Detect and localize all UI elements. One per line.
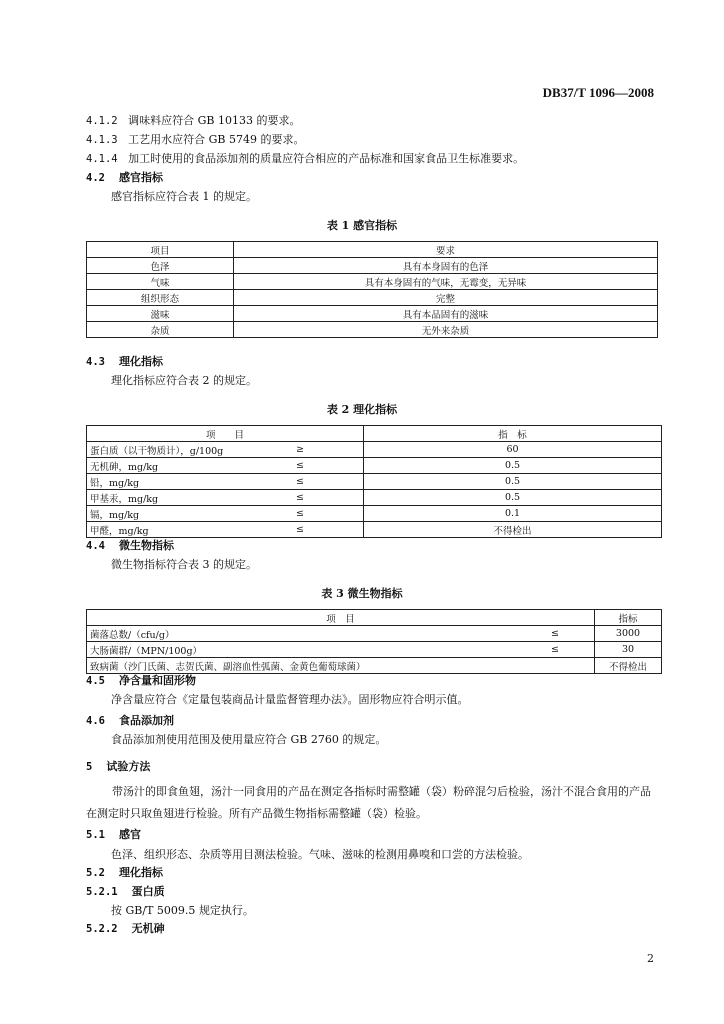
section-title: 蛋白质 [131,885,165,898]
net-content-paragraph: 净含量应符合《定量包装商品计量监督管理办法》。固形物应符合明示值。 [111,693,469,706]
clause-text: 工艺用水应符合 GB 5749 的要求。 [128,133,305,146]
table-row [87,506,662,522]
section-number: 4.2 [86,172,105,184]
table-cell: 0.5 [364,458,662,474]
table-row [87,522,662,538]
table-cell: 致病菌（沙门氏菌、志贺氏菌、副溶血性弧菌、金黄色葡萄球菌） [87,658,549,674]
section-number: 4.5 [86,675,105,687]
section-number: 4.3 [86,356,105,368]
section-4-2-heading [86,169,163,185]
standard-number: DB37/T 1096—2008 [542,85,654,100]
table-cell: 无机砷，mg/kg [87,458,294,474]
clause-number: 4.1.2 [86,115,118,127]
table-cell: 组织形态 [87,290,234,306]
table-row [87,322,658,338]
table-header-row [87,610,662,626]
table-row [87,642,662,658]
section-number: 5.1 [86,829,105,841]
section-5-heading [86,758,150,774]
table-3-caption: 表 3 微生物指标 [321,587,403,600]
table-header-row [87,426,662,442]
header-cell: 要求 [234,242,658,258]
comparator-cell: ≤ [293,458,364,474]
table-cell: 蛋白质（以干物质计），g/100g [87,442,294,458]
comparator-cell: ≤ [293,474,364,490]
table-row [87,442,662,458]
clause-number: 4.1.3 [86,134,118,146]
table-cell: 滋味 [87,306,234,322]
table-cell: 甲醛，mg/kg [87,522,294,538]
table-cell: 色泽 [87,258,234,274]
section-title: 感官指标 [118,171,163,184]
table-cell: 具有本身固有的色泽 [234,258,658,274]
table-3-micro [86,609,662,674]
table-cell: 具有本品固有的滋味 [234,306,658,322]
section-title: 微生物指标 [118,539,174,552]
section-title: 感官 [118,828,141,841]
section-title: 无机砷 [131,922,165,935]
sensory-paragraph: 感官指标应符合表 1 的规定。 [111,190,257,203]
header-cell: 项目 [87,242,234,258]
section-title: 理化指标 [118,355,163,368]
comparator-cell: ≤ [293,490,364,506]
table-cell: 完整 [234,290,658,306]
clause-4-1-3 [86,131,304,147]
table-2-caption: 表 2 理化指标 [326,403,398,416]
table-row [87,258,658,274]
section-number: 5.2 [86,867,105,879]
table-cell: 杂质 [87,322,234,338]
table-cell: 不得检出 [595,658,662,674]
header-cell: 指标 [595,610,662,626]
section-5-2-1-heading [86,883,165,899]
header-cell: 项 目 [87,610,595,626]
micro-paragraph: 微生物指标符合表 3 的规定。 [111,558,257,571]
clause-text: 调味料应符合 GB 10133 的要求。 [128,114,301,127]
table-row [87,290,658,306]
section-5-2-2-heading [86,920,165,936]
table-cell: 具有本身固有的气味，无霉变，无异味 [234,274,658,290]
section-title: 净含量和固形物 [118,674,196,687]
table-row [87,474,662,490]
table-cell: 不得检出 [364,522,662,538]
clause-4-1-4 [86,150,524,166]
table-cell: 菌落总数/（cfu/g） [87,626,549,642]
section-number: 4.4 [86,540,105,552]
section-5-1-heading [86,826,141,842]
table-cell: 甲基汞，mg/kg [87,490,294,506]
clause-4-1-2 [86,112,300,128]
table-cell: 60 [364,442,662,458]
table-cell: 无外来杂质 [234,322,658,338]
table-cell: 镉，mg/kg [87,506,294,522]
table-cell: 30 [595,642,662,658]
table-row [87,458,662,474]
section-number: 5 [86,761,93,773]
section-5-2-heading [86,864,163,880]
section-4-3-heading [86,353,163,369]
table-1-caption: 表 1 感官指标 [326,219,398,232]
comparator-cell: ≤ [548,642,595,658]
page-number: 2 [647,952,654,965]
table-cell: 铅，mg/kg [87,474,294,490]
table-cell: 0.1 [364,506,662,522]
section-number: 5.2.2 [86,923,118,935]
comparator-cell: ≤ [548,626,595,642]
protein-method-paragraph: 按 GB/T 5009.5 规定执行。 [111,904,254,917]
table-row [87,306,658,322]
table-cell: 气味 [87,274,234,290]
section-title: 理化指标 [118,866,163,879]
sensory-test-paragraph: 色泽、组织形态、杂质等用目测法检验。气味、滋味的检测用鼻嗅和口尝的方法检验。 [111,848,529,861]
test-method-paragraph: 带汤汁的即食鱼翅，汤汁一同食用的产品在测定各指标时需整罐（袋）粉碎混匀后检验，汤汁不混合食用的产品在测定时只取鱼翅进行检验。所有产品微生物指标需整罐（袋）检验。 [86,785,651,820]
table-row [87,490,662,506]
comparator-cell: ≤ [293,522,364,538]
table-2-physchem [86,425,662,538]
table-cell: 大肠菌群/（MPN/100g） [87,642,549,658]
table-cell: 0.5 [364,490,662,506]
header-cell: 项 目 [87,426,364,442]
comparator-cell: ≥ [293,442,364,458]
comparator-cell [548,658,595,674]
table-header-row [87,242,658,258]
section-title: 试验方法 [106,760,151,773]
comparator-cell: ≤ [293,506,364,522]
clause-text: 加工时使用的食品添加剂的质量应符合相应的产品标准和国家食品卫生标准要求。 [128,152,525,165]
section-4-5-heading [86,672,196,688]
section-4-6-heading [86,712,174,728]
table-row [87,274,658,290]
physchem-paragraph: 理化指标应符合表 2 的规定。 [111,374,257,387]
table-1-sensory [86,241,658,338]
header-cell: 指 标 [364,426,662,442]
table-cell: 0.5 [364,474,662,490]
clause-number: 4.1.4 [86,153,118,165]
table-cell: 3000 [595,626,662,642]
section-title: 食品添加剂 [118,714,174,727]
additive-paragraph: 食品添加剂使用范围及使用量应符合 GB 2760 的规定。 [111,733,387,746]
section-number: 4.6 [86,715,105,727]
table-row [87,626,662,642]
section-number: 5.2.1 [86,886,118,898]
section-4-4-heading [86,537,174,553]
